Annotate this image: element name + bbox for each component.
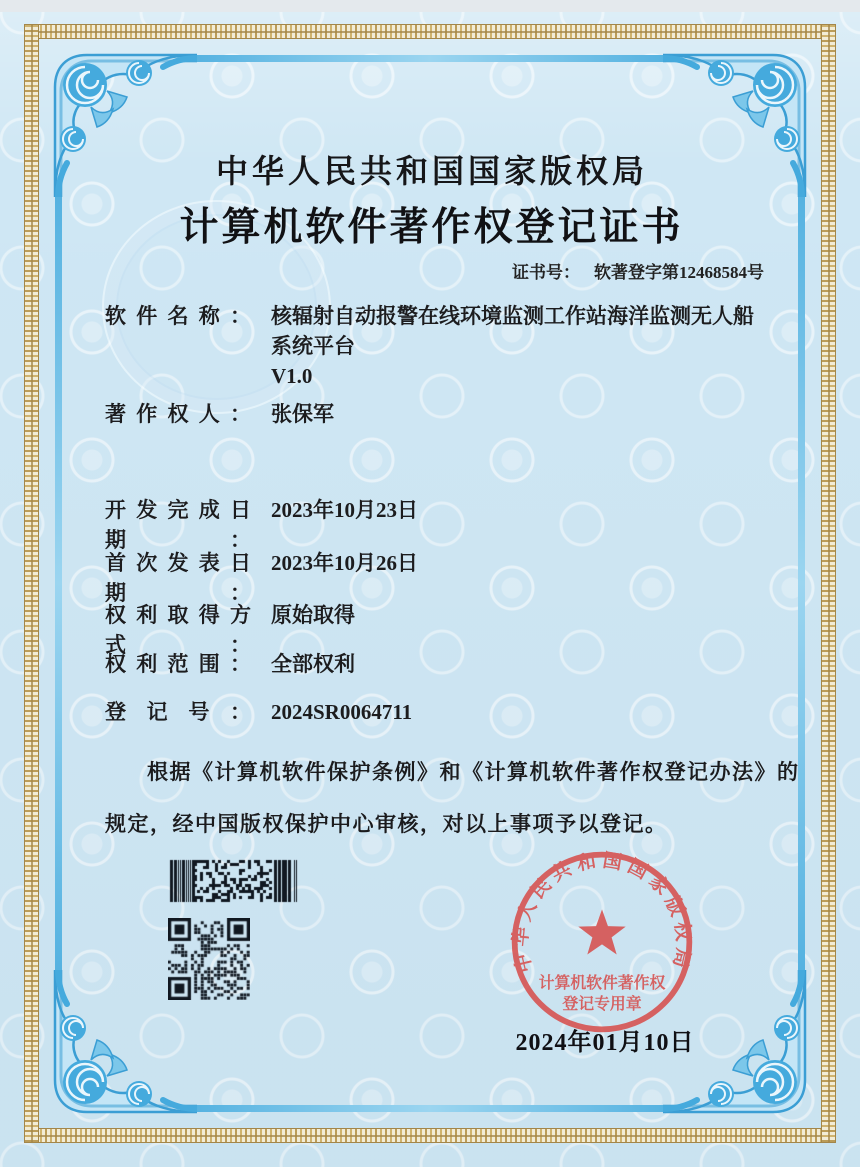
field-right-scope bbox=[105, 649, 800, 679]
field-label: 权利范围： bbox=[105, 652, 251, 676]
seal-ring-text: 中华人民共和国国家版权局 bbox=[510, 850, 694, 975]
software-name-line2: 系统平台 bbox=[271, 334, 355, 358]
field-label: 软件名称： bbox=[105, 304, 251, 328]
field-value: 原始取得 bbox=[271, 603, 355, 627]
statement-line1: 根据《计算机软件保护条例》和《计算机软件著作权登记办法》的 bbox=[147, 760, 800, 784]
blue-frame-edge-left bbox=[55, 186, 62, 981]
field-copyright-owner bbox=[105, 399, 800, 429]
certificate-title: 计算机软件著作权登记证书 bbox=[179, 206, 684, 249]
field-label: 首次发表日期： bbox=[105, 551, 251, 605]
field-value: 张保军 bbox=[271, 402, 334, 426]
field-value: 2023年10月23日 bbox=[271, 498, 418, 522]
field-label: 著作权人： bbox=[105, 402, 251, 426]
blue-frame-edge-top bbox=[186, 55, 674, 62]
field-value: 2023年10月26日 bbox=[271, 551, 418, 575]
software-name-line1: 核辐射自动报警在线环境监测工作站海洋监测无人船 bbox=[271, 304, 754, 328]
seal-line2: 登记专用章 bbox=[562, 996, 642, 1014]
authority-name: 中华人民共和国国家版权局 bbox=[215, 153, 648, 189]
photo-background-strip bbox=[0, 0, 860, 12]
field-first-publish-date bbox=[105, 548, 800, 608]
software-version: V1.0 bbox=[271, 364, 313, 388]
gold-border-top bbox=[24, 24, 836, 39]
field-label: 开发完成日期： bbox=[105, 498, 251, 552]
star-icon bbox=[578, 909, 625, 954]
field-label: 登记号： bbox=[105, 700, 251, 724]
certificate-number-line bbox=[512, 258, 764, 283]
qr-code-icon bbox=[168, 918, 250, 1000]
statement-line2: 规定，经中国版权保护中心审核，对以上事项予以登记。 bbox=[105, 812, 668, 836]
official-seal bbox=[506, 846, 698, 1038]
certificate-number-label: 证书号： bbox=[512, 263, 580, 282]
certificate-number-value: 软著登字第12468584号 bbox=[594, 263, 764, 282]
field-registration-number bbox=[105, 697, 800, 727]
barcode-icon bbox=[168, 858, 300, 904]
gold-border-bottom bbox=[24, 1128, 836, 1143]
seal-line1: 计算机软件著作权 bbox=[538, 975, 666, 993]
field-dev-complete-date bbox=[105, 495, 800, 555]
blue-frame-edge-bottom bbox=[186, 1105, 674, 1112]
field-value: 2024SR0064711 bbox=[271, 700, 413, 724]
field-value bbox=[271, 301, 754, 391]
registration-statement bbox=[105, 746, 800, 850]
issue-date: 2024年01月10日 bbox=[515, 1030, 695, 1056]
field-value: 全部权利 bbox=[271, 652, 355, 676]
field-label: 权利取得方式： bbox=[105, 603, 251, 657]
field-software-name bbox=[105, 301, 800, 391]
